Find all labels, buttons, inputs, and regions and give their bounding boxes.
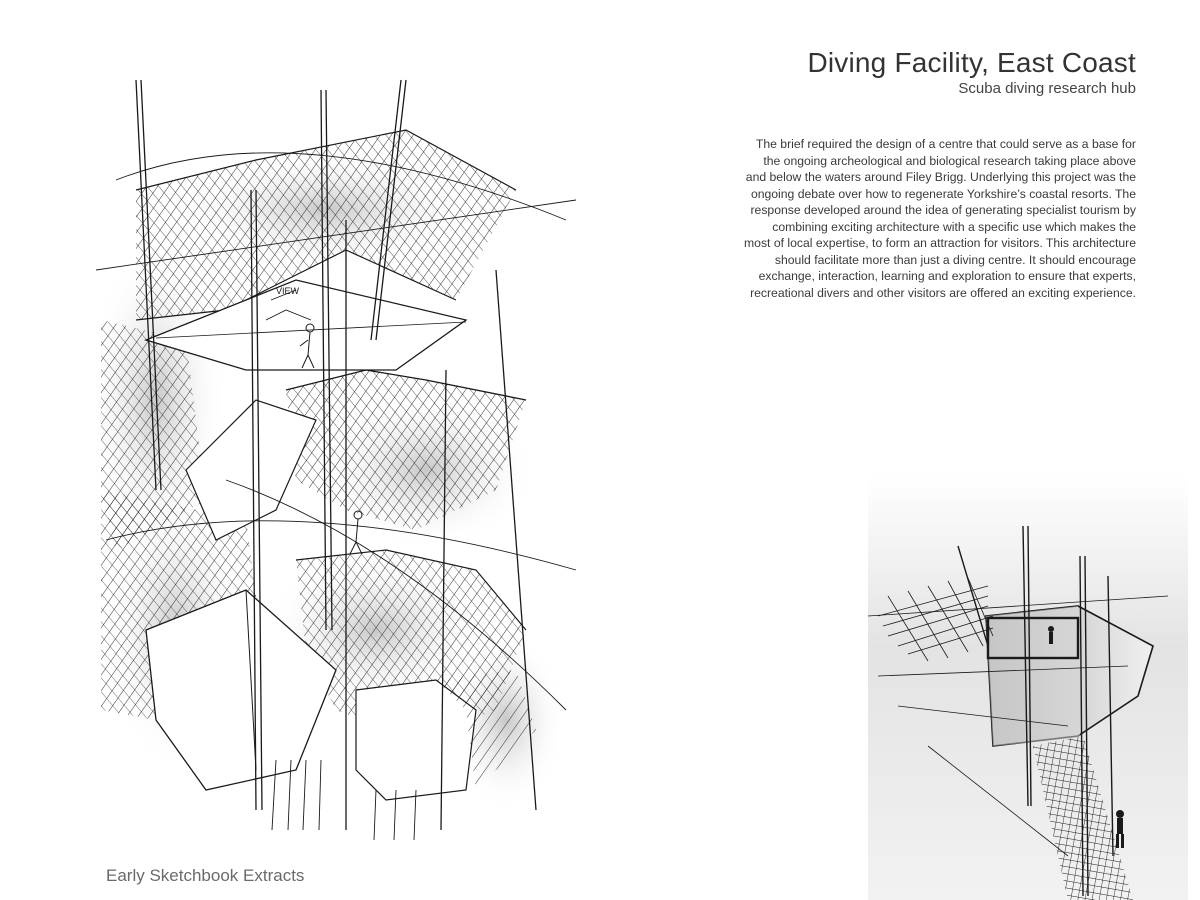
paragraph-line: ongoing debate over how to regenerate Yorkshire’s coastal resorts. The [750,186,1136,201]
paragraph-line: recreational divers and other visitors are offered an exciting experience. [750,285,1136,300]
sketchbook-drawing-left [96,70,586,840]
paragraph-line: exchange, interaction, learning and exploration to ensure that experts, [758,269,1136,283]
paragraph-line: the ongoing archeological and biological research taking place above [763,153,1136,168]
page-subtitle: Scuba diving research hub [958,80,1136,97]
view-annotation: VIEW [276,286,300,296]
paragraph-line: combining exciting architecture with a specific use which makes the [772,219,1136,234]
paragraph-line: most of local expertise, to form an attraction for visitors. This architecture [744,236,1136,250]
paragraph-line: should facilitate more than just a diving centre. It should encourage [774,252,1136,267]
sketchbook-drawing-right [868,476,1188,900]
page-title: Diving Facility, East Coast [807,47,1136,78]
description-paragraph [666,136,1136,301]
paragraph-line: and below the waters around Filey Brigg. Underlying this project was the [745,170,1136,184]
caption: Early Sketchbook Extracts [106,866,305,885]
paragraph-line: response developed around the idea of generating specialist tourism by [750,203,1136,217]
paragraph-line: The brief required the design of a centre that could serve as a base for [755,137,1136,151]
header [807,46,1136,98]
